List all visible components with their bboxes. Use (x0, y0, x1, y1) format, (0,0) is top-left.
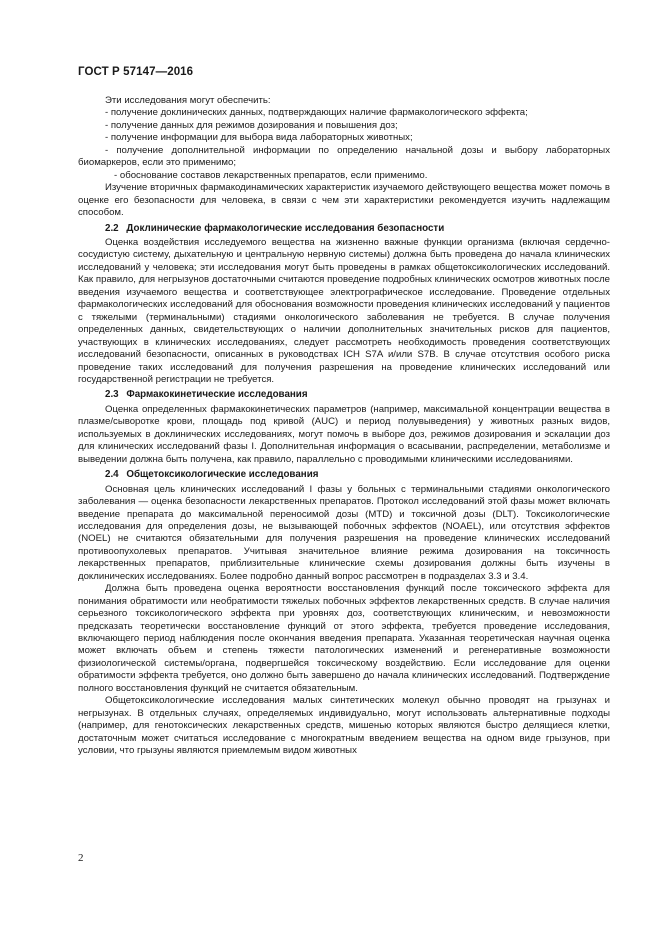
section-number: 2.4 (105, 469, 119, 481)
section-paragraph: Оценка воздействия исследуемого вещества на жизненно важные функции организма (включая сердечно-сосудистую систему, дыхательную и центральную нервную системы) должна быть проведена до начала клинических исследований у человека; эти исследования могут быть проведены в рамках общетоксикологических исследований. Как правило, для негрызунов достаточными считаются проведение подробных клинических осмотров животных после введения изучаемого вещества и соответствующее электрографическое исследование. Проведение отдельных фармакологических исследований для обоснования возможности проведения клинических исследований у пациентов с тяжелыми (терминальными) стадиями онкологического заболевания не требуется. В случае получения определенных данных, свидетельствующих о наличии дополнительных значительных рисков для пациентов, участвующих в клинических исследованиях, следует рассмотреть необходимость проведения соответствующих исследований безопасности, описанных в руководствах ICH S7A и/или S7B. В случае отсутствия особого риска проведение таких исследований для получения разрешения на проведение клинических исследований или государственной регистрации не требуется. (78, 236, 610, 385)
intro-closing: Изучение вторичных фармакодинамических характеристик изучаемого действующего вещества может помочь в оценке его безопасности для человека, в связи с чем эти характеристики рекомендуется изучить надлежащим способом. (78, 182, 610, 219)
intro-lead: Эти исследования могут обеспечить: (105, 95, 271, 106)
section-heading-2-4 (78, 469, 610, 481)
section-number: 2.3 (105, 389, 119, 401)
section-paragraph: Общетоксикологические исследования малых синтетических молекул обычно проводят на грызунах и негрызунах. В отдельных случаях, определяемых индивидуально, могут использовать альтернативные подходы (например, для генотоксических лекарственных средств, мишенью которых являются быстро делящиеся клетки, достаточным может считаться исследование с многократным введением вещества на одном виде грызунов, при условии, что грызуны являются приемлемым видом животных (78, 695, 610, 757)
intro-list-item: - получение доклинических данных, подтверждающих наличие фармакологического эффекта; (105, 107, 528, 119)
section-paragraph: Должна быть проведена оценка вероятности восстановления функций после токсического эффекта для понимания обратимости или необратимости тяжелых побочных эффектов лекарственных средств. В случае наличия серьезного токсикологического эффекта при уровнях доз, соответствующих клиническим, и невозможности предсказать теоретически восстановление функций от этого эффекта, требуется проведение исследования, включающего период наблюдения после окончания введения препарата. Указанная теоретическая научная оценка может включать объем и степень тяжести патологических изменений и регенеративные возможности физиологической системы/органа, подвергшейся токсическому воздействию. Если исследование для оценки обратимости эффекта требуется, оно должно быть завершено до начала клинических исследований. Подтверждение полного восстановления функций не считается обязательным. (78, 583, 610, 694)
section-number: 2.2 (105, 222, 119, 234)
intro-list-item: - получение дополнительной информации по определению начальной дозы и выбору лабораторных биомаркеров, если это применимо; (78, 144, 610, 169)
document-header: ГОСТ Р 57147—2016 (78, 66, 194, 78)
section-heading-2-3 (78, 389, 610, 401)
section-title: Общетоксикологические исследования (126, 469, 319, 481)
section-heading-2-2 (78, 223, 610, 235)
page-number: 2 (78, 852, 84, 864)
intro-list-item: - обоснование составов лекарственных препаратов, если применимо. (114, 169, 428, 181)
section-paragraph: Основная цель клинических исследований I фазы у больных с терминальными стадиями онкологического заболевания — оценка безопасности лекарственных препаратов. Протокол исследований этой фазы может включать введение препарата до максимальной переносимой дозы (MTD) и токсичной дозы (DLT). Токсикологические исследования для определения дозы, не вызывающей побочных эффектов (NOAEL), или отсутствия эффектов (NOEL) не считаются обязательными для получения разрешения на проведение клинических исследований противоопухолевых препаратов. Учитывая значительное влияние режима дозирования на токсичность лекарственных препаратов, приблизительные клинические схемы дозирования должны быть изучены в доклинических исследованиях. Более подробно данный вопрос рассмотрен в подразделах 3.3 и 3.4. (78, 483, 610, 582)
document-body (78, 95, 610, 758)
intro-list-item: - получение данных для режимов дозирования и повышения доз; (105, 119, 398, 131)
intro-list-item: - получение информации для выбора вида лабораторных животных; (105, 132, 413, 144)
section-title: Доклинические фармакологические исследования безопасности (126, 222, 445, 234)
section-paragraph: Оценка определенных фармакокинетических параметров (например, максимальной концентрации вещества в плазме/сыворотке крови, площадь под кривой (AUC) и период полувыведения) у животных разных видов, используемых в доклинических исследованиях, могут помочь в выборе доз, режимов дозирования и эскалации доз для клинических исследований фазы I. Дополнительная информация о всасывании, распределении, метаболизме и выведении должна быть получена, как правило, параллельно с проводимыми клиническими исследованиями. (78, 403, 610, 465)
section-title: Фармакокинетические исследования (126, 389, 308, 401)
